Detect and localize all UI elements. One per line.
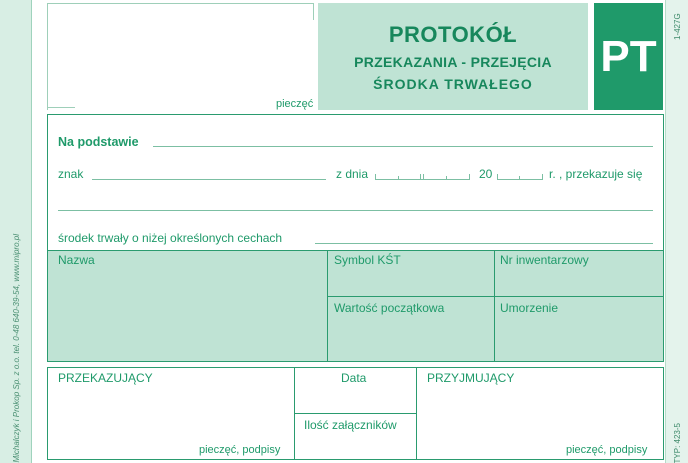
znak-label: znak	[58, 167, 84, 181]
wartosc-poczatkowa-label: Wartość początkowa	[334, 301, 445, 315]
form-type-code: TYP: 423-5	[672, 422, 682, 463]
form-code-top: 1-427G	[672, 13, 682, 40]
przekazujacy-label: PRZEKAZUJĄCY	[58, 371, 153, 385]
symbol-kst-label: Symbol KŚT	[334, 253, 401, 267]
na-podstawie-line[interactable]	[153, 146, 653, 147]
document-title: PROTOKÓŁ	[388, 21, 518, 47]
umorzenie-label: Umorzenie	[500, 301, 559, 315]
right-margin-strip	[665, 0, 688, 463]
ilosc-zalacznikow-label: Ilość załączników	[304, 418, 397, 432]
przekazuje-label: r. , przekazuje się	[549, 167, 643, 181]
date-tick	[423, 174, 424, 179]
nazwa-label: Nazwa	[58, 253, 95, 267]
date-tick	[375, 174, 376, 179]
srodek-label: środek trwały o niżej określonych cechach	[58, 231, 283, 245]
year-prefix: 20	[479, 167, 493, 181]
date-tick	[446, 176, 447, 179]
nazwa-field[interactable]	[48, 251, 327, 361]
date-line[interactable]	[375, 179, 470, 180]
stamp-label: pieczęć	[276, 98, 314, 110]
znak-line[interactable]	[92, 179, 326, 180]
year-tick	[519, 176, 520, 179]
year-line[interactable]	[497, 179, 543, 180]
srodek-line[interactable]	[315, 243, 653, 244]
form-code-badge	[594, 3, 663, 110]
data-label: Data	[341, 371, 367, 385]
year-tick	[542, 174, 543, 179]
stamp-area-tab	[305, 3, 314, 20]
nr-inwentarzowy-label: Nr inwentarzowy	[500, 253, 589, 267]
date-tick	[469, 174, 470, 179]
left-margin-text: Michalczyk i Prokop Sp. z o.o. tel. 0-48 640-39-54, www.mipro.pl	[11, 234, 21, 463]
blank-line[interactable]	[58, 210, 653, 211]
date-tick	[420, 174, 421, 179]
form-code-text: PT	[600, 31, 657, 81]
na-podstawie-label: Na podstawie	[58, 135, 139, 149]
date-tick	[398, 176, 399, 179]
przyjmujacy-label: PRZYJMUJĄCY	[427, 371, 515, 385]
document-subtitle-2: ŚRODKA TRWAŁEGO	[373, 75, 533, 92]
podpis-left-label: pieczęć, podpisy	[199, 444, 281, 456]
z-dnia-label: z dnia	[336, 167, 369, 181]
title-block	[318, 3, 588, 110]
document-subtitle-1: PRZEKAZANIA - PRZEJĘCIA	[354, 53, 552, 70]
stamp-underline	[47, 107, 75, 108]
year-tick	[497, 174, 498, 179]
podpis-right-label: pieczęć, podpisy	[566, 444, 648, 456]
stamp-area[interactable]	[47, 3, 314, 110]
